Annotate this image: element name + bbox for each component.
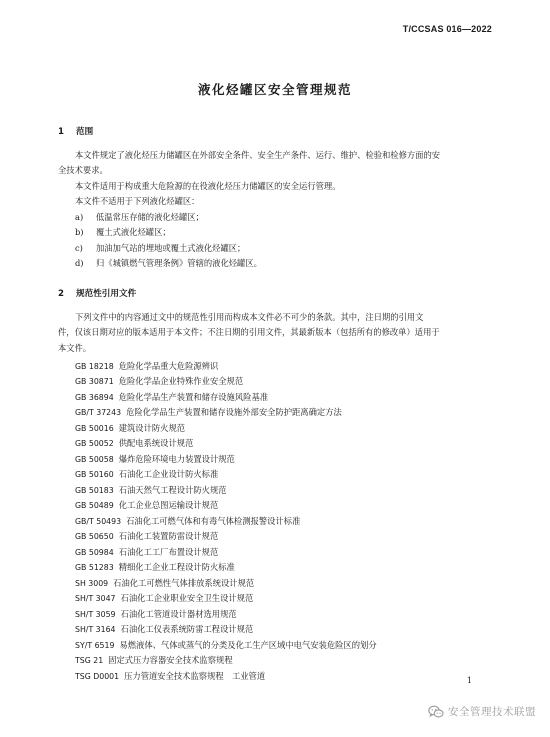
reference-item (75, 546, 218, 558)
reference-item (75, 639, 377, 651)
section-2-heading (58, 287, 136, 299)
reference-item (75, 592, 253, 604)
reference-title: 危险化学品企业特殊作业安全规范 (118, 376, 244, 386)
section-1-para-2: 本文件适用于构成重大危险源的在役液化烃压力储罐区的安全运行管理。 (75, 181, 341, 191)
reference-code: SH/T 3047 (75, 594, 116, 603)
reference-title: 石油化工可燃性气体排放系统设计规范 (113, 578, 255, 588)
reference-code: GB 50058 (75, 455, 114, 464)
reference-item (75, 437, 193, 449)
list-item (75, 257, 262, 269)
reference-code: GB 51283 (75, 563, 114, 572)
reference-title: 精细化工企业工程设计防火标准 (118, 562, 235, 572)
reference-title: 石油化工仪表系统防雷工程设计规范 (120, 624, 254, 634)
reference-title: 爆炸危险环境电力装置设计规范 (118, 454, 235, 464)
reference-code: GB 36894 (75, 393, 114, 402)
reference-title: 危险化学品生产装置和储存设施风险基准 (118, 392, 269, 402)
reference-code: GB/T 37243 (75, 408, 122, 417)
reference-item (75, 375, 243, 387)
reference-title: 固定式压力容器安全技术监察规程 (108, 655, 233, 665)
reference-code: SH 3009 (75, 579, 109, 588)
reference-title: 危险化学品生产装置和储存设施外部安全防护距离确定方法 (126, 407, 342, 417)
list-marker: c) (75, 243, 83, 253)
reference-code: SH/T 3164 (75, 625, 116, 634)
reference-item (75, 453, 235, 465)
list-text: 低温常压存储的液化烃罐区； (96, 212, 204, 222)
section-2-intro-line-2: 件，仅该日期对应的版本适用于本文件；不注日期的引用文件，其最新版本（包括所有的修改单）适用于 (58, 327, 440, 337)
reference-item (75, 422, 185, 434)
reference-item (75, 623, 253, 635)
reference-title: 化工企业总图运输设计规范 (118, 500, 219, 510)
reference-item (75, 499, 218, 511)
reference-code: GB 50183 (75, 486, 114, 495)
reference-title: 危险化学品重大危险源辨识 (118, 361, 219, 371)
reference-item (75, 670, 265, 682)
reference-code: GB 50160 (75, 470, 114, 479)
section-1-heading (58, 125, 93, 137)
list-marker: d) (75, 258, 84, 268)
reference-title: 易燃液体、气体或蒸气的分类及化工生产区域中电气安装危险区的划分 (119, 640, 377, 650)
reference-item (75, 654, 233, 666)
reference-code: GB 50489 (75, 501, 114, 510)
reference-title: 石油天然气工程设计防火规范 (118, 485, 227, 495)
reference-code: GB 50984 (75, 548, 114, 557)
reference-title: 石油化工企业职业安全卫生设计规范 (120, 593, 254, 603)
reference-title: 石油化工装置防雷设计规范 (118, 531, 219, 541)
page-number: 1 (466, 676, 472, 685)
reference-code: SY/T 6519 (75, 641, 115, 650)
reference-code: GB 50016 (75, 424, 114, 433)
list-text: 归《城镇燃气管理条例》管辖的液化烃罐区。 (96, 258, 262, 268)
section-1-title: 范围 (76, 127, 94, 137)
watermark (428, 704, 536, 719)
watermark-text: 安全管理技术联盟 (448, 706, 536, 718)
section-2-number: 2 (58, 289, 64, 299)
reference-code: GB/T 50493 (75, 517, 122, 526)
reference-title: 石油化工管道设计器材选用规范 (120, 609, 237, 619)
standard-code: T/CCSAS 016—2022 (402, 24, 492, 34)
reference-title: 石油化工工厂布置设计规范 (118, 547, 219, 557)
reference-title: 供配电系统设计规范 (118, 438, 194, 448)
reference-code: GB 50650 (75, 532, 114, 541)
reference-item (75, 515, 300, 527)
reference-code: GB 30871 (75, 377, 114, 386)
document-title: 液化烃罐区安全管理规范 (197, 82, 352, 97)
list-item (75, 242, 245, 254)
section-1-number: 1 (58, 127, 64, 137)
chat-bubbles-icon (428, 705, 444, 719)
reference-item (75, 391, 268, 403)
reference-code: TSG D0001 (75, 672, 120, 681)
reference-item (75, 561, 235, 573)
reference-item (75, 530, 218, 542)
reference-item (75, 360, 218, 372)
section-1-para-3: 本文件不适用于下列液化烃罐区： (75, 196, 200, 206)
reference-title: 建筑设计防火规范 (118, 423, 186, 433)
reference-item (75, 608, 237, 620)
section-2-intro-line-1: 下列文件中的内容通过文中的规范性引用而构成本文件必不可少的条款。其中，注日期的引用文 (75, 312, 424, 322)
reference-title: 压力管道安全技术监察规程 工业管道 (124, 671, 266, 681)
reference-code: GB 18218 (75, 362, 114, 371)
list-item (75, 211, 204, 223)
reference-code: GB 50052 (75, 439, 114, 448)
list-text: 加油加气站的埋地或覆土式液化烃罐区； (96, 243, 246, 253)
section-1-para-1-line-2: 全技术要求。 (58, 165, 108, 175)
reference-code: SH/T 3059 (75, 610, 116, 619)
reference-code: TSG 21 (75, 656, 104, 665)
section-2-intro-line-3: 本文件。 (58, 343, 92, 353)
reference-title: 石油化工可燃气体和有毒气体检测报警设计标准 (126, 516, 301, 526)
reference-item (75, 577, 254, 589)
reference-item (75, 484, 227, 496)
list-marker: b) (75, 227, 84, 237)
list-text: 覆土式液化烃罐区； (96, 227, 171, 237)
section-1-para-1-line-1: 本文件规定了液化烃压力储罐区在外部安全条件、安全生产条件、运行、维护、检验和检修方面的安 (75, 150, 441, 160)
list-marker: a) (75, 212, 84, 222)
reference-item (75, 468, 218, 480)
reference-item (75, 406, 342, 418)
section-2-title: 规范性引用文件 (76, 289, 137, 299)
list-item (75, 226, 171, 238)
reference-title: 石油化工企业设计防火标准 (118, 469, 219, 479)
